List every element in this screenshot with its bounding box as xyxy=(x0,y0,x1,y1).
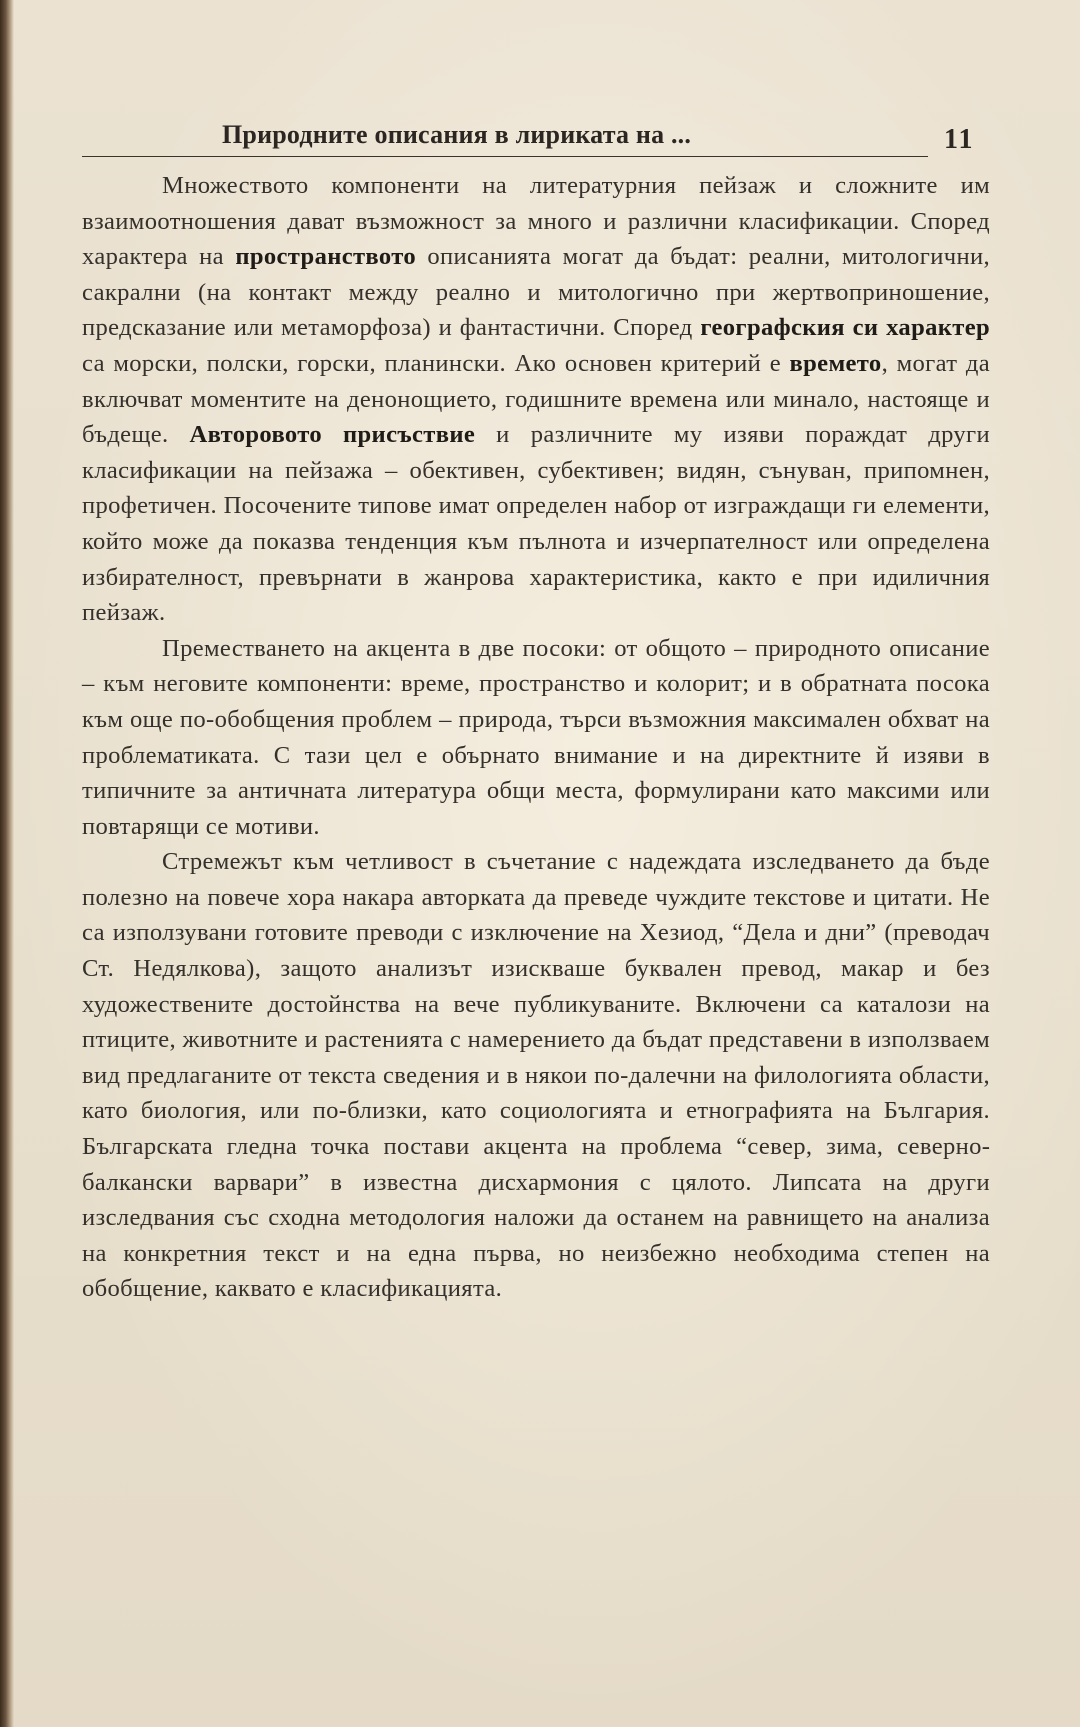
emphasized-term: пространството xyxy=(235,243,416,271)
text-run: са морски, полски, горски, планински. Ако основен критерий е xyxy=(82,349,790,377)
text-run: Стремежът към четливост в съчетание с надеждата изследването да бъде полезно на повече хора накара авторката да преведе чуждите текстове и цитати. Не са използувани готовите преводи с изключение на Хезиод, “Дела и дни” (преводач Ст. Недялкова), защото анализът изискваше буквален превод, макар и без художествените достойнства на вече публикуваните. Включени са каталози на птиците, животните и растенията с намерението да бъдат представени в използваем вид предлаганите от текста сведения и в някои по-далечни на филологията области, като биология, или по-близки, като социологията и етнографията на България. Българската гледна точка постави акцента на проблема “север, зима, севернобалкански варвари” в известна дисхармония с цялото. Липсата на други изследвания със сходна методология наложи да останем на равнището на анализа на конкретния текст и на една първа, но неизбежно необходима степен на обобщение, каквато е класификацията. xyxy=(82,848,990,1303)
text-run: Множеството компоненти на литературния пейзаж и сложните им взаимоотношения дават възможност за много и различни класификации. Според характера на xyxy=(82,172,990,271)
running-header xyxy=(82,118,982,162)
text-run: и различните му изяви пораждат други класификации на пейзажа – обективен, субективен; видян, сънуван, припомнен, профетичен. Посочените типове имат определен набор от изграждащи ги елементи, който може да показва тенденция към пълнота и изчерпателност или определена избирателност, превърнати в жанрова характеристика, както е при идиличния пейзаж. xyxy=(82,421,991,627)
emphasized-term: времето xyxy=(789,349,882,377)
emphasized-term: географския си характер xyxy=(700,314,990,342)
book-spine-shadow xyxy=(0,0,14,1727)
text-run: описанията могат да бъдат: реални, митологични, сакрални (на контакт между реално и митологично при жертвоприношение, предсказание или метаморфоза) и фантастични. Според xyxy=(82,243,990,342)
paragraph xyxy=(82,844,990,1307)
paragraph xyxy=(82,631,990,845)
page-number: 11 xyxy=(944,124,975,155)
emphasized-term: Авторовото присъствие xyxy=(189,421,476,449)
paragraph xyxy=(82,168,990,631)
text-run: , могат да включват моментите на денонощието, годишните времена или минало, настояще и бъдеще. xyxy=(82,349,990,449)
text-run: Преместването на акцента в две посоки: от общото – природното описание – към неговите компоненти: време, пространство и колорит; и в обратната посока към още по-обобщения проблем – природа, търси възможния максимален обхват на проблематиката. С тази цел е обърнато внимание и на директните й изяви в типичните за античната литература общи места, формулирани като максими или повтарящи се мотиви. xyxy=(82,634,990,840)
header-rule xyxy=(82,156,928,157)
body-text xyxy=(82,168,990,1307)
running-header-title: Природните описания в лириката на ... xyxy=(222,120,692,149)
